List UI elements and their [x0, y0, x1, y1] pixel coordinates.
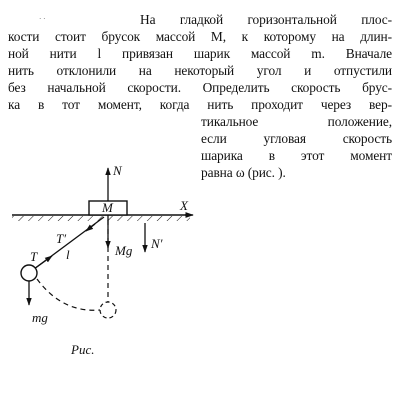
- ball-weight-label: mg: [32, 310, 48, 325]
- problem-text-line-6: ка в тот момент, когда нить проходит через вер-: [8, 97, 392, 112]
- ball-trajectory: [37, 279, 100, 310]
- block-weight-label: Mg: [115, 243, 133, 258]
- scan-specks: · ·: [39, 15, 46, 23]
- problem-text-line-1: На гладкой горизонтальной плос-: [140, 12, 392, 27]
- physics-diagram: [0, 150, 400, 360]
- problem-text-line-7: тикальное положение,: [201, 114, 392, 129]
- x-axis-label: X: [180, 198, 188, 213]
- ball-tension-label: T: [30, 249, 38, 264]
- figure-caption: Рис.: [71, 342, 95, 357]
- ball-lowest-position: [100, 302, 116, 318]
- problem-text-line-8: если угловая скорость: [201, 131, 392, 146]
- ground-surface: [12, 215, 190, 221]
- problem-text-line-3: ной нити l привязан шарик массой m. Вначале: [8, 46, 392, 61]
- ball: [21, 265, 37, 281]
- normal-force-label: N: [113, 163, 122, 178]
- problem-text-line-5: без начальной скорости. Определить скорость брус-: [8, 80, 392, 95]
- problem-text-line-4: нить отклонили на некоторый угол и отпустили: [8, 63, 392, 78]
- problem-text-line-9: шарика в этот момент: [201, 148, 392, 163]
- string-tension-arrow: [86, 224, 95, 231]
- problem-text-line-2: кости стоит брусок массой M, к которому на длин-: [8, 29, 392, 44]
- block-mass-label: M: [102, 200, 113, 215]
- problem-text-line-10: равна ω (рис. ).: [201, 165, 286, 180]
- thread-length-label: l: [66, 247, 70, 262]
- normal-reaction-label: N′: [151, 236, 163, 251]
- string-tension-label: T′: [56, 231, 67, 246]
